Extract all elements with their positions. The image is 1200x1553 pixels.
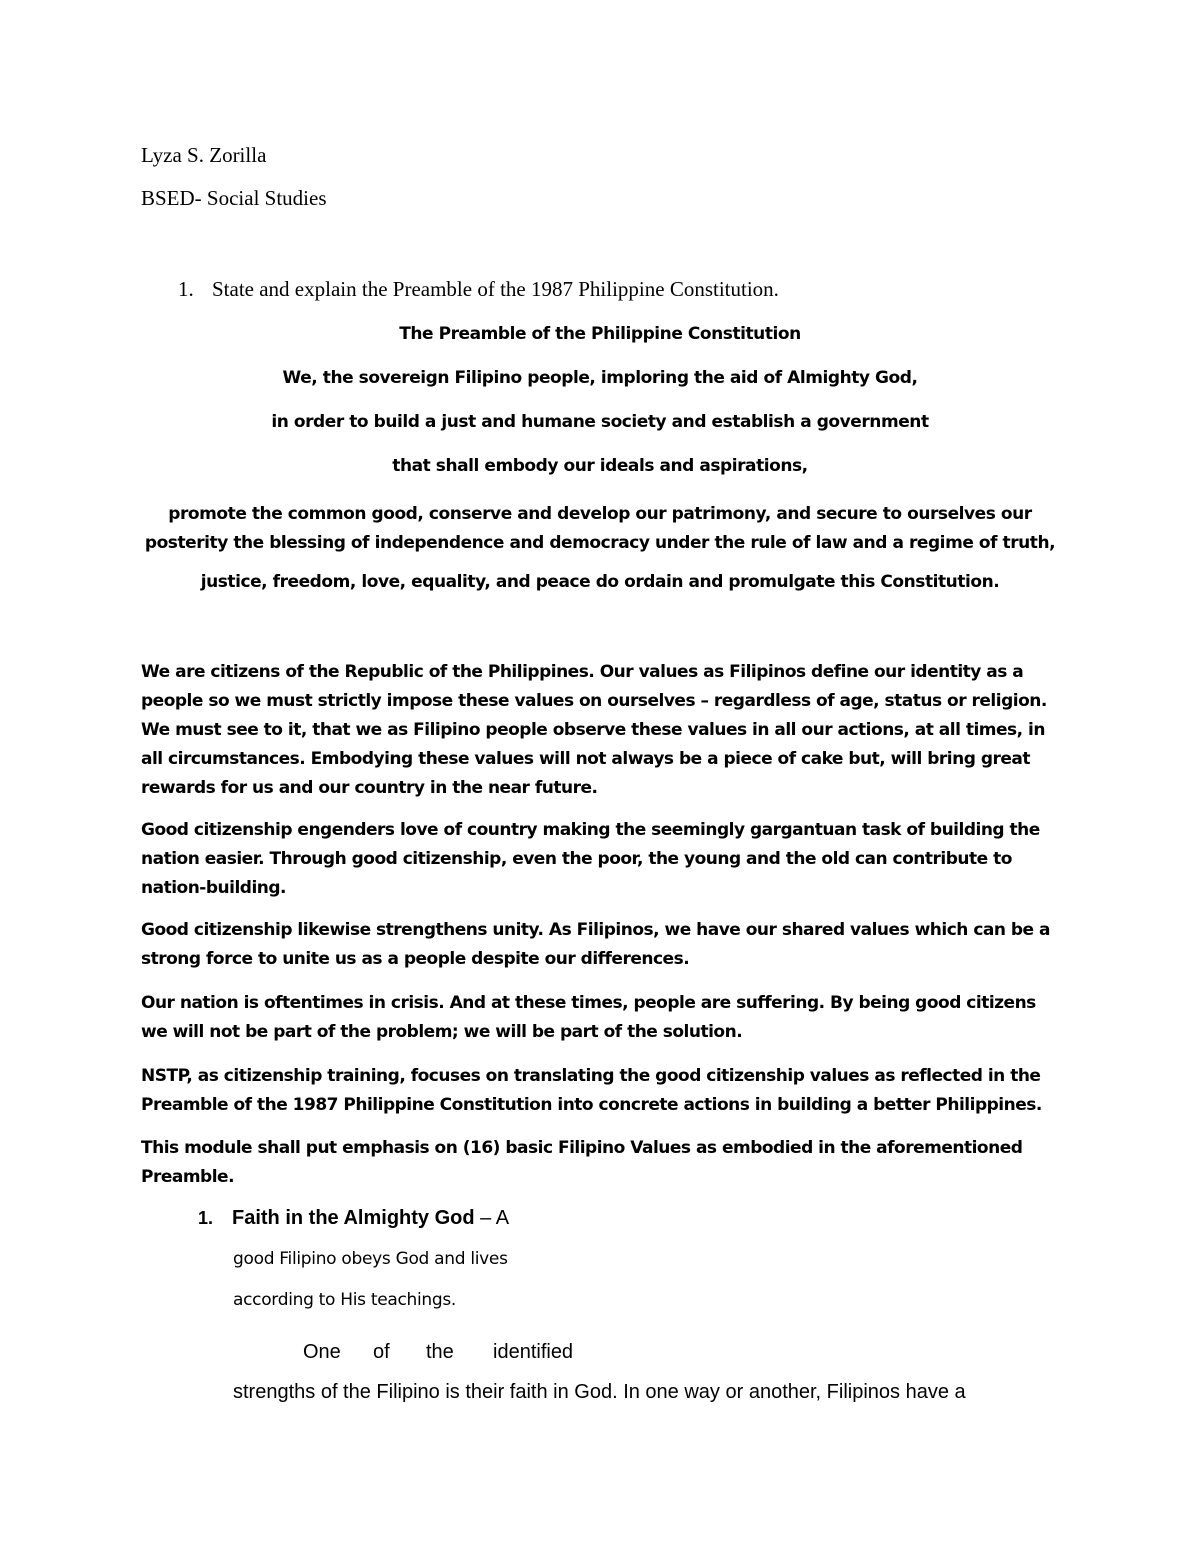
value-item-body-line: strengths of the Filipino is their faith in God. In one way or another, Filipinos have a — [233, 1381, 966, 1403]
value-item-text: good Filipino obeys God and lives — [233, 1249, 508, 1269]
body-paragraph: NSTP, as citizenship training, focuses on translating the good citizenship values as reflected in the Preamble of the 1987 Philippine Constitution into concrete actions in building a better Philippines. — [141, 1066, 1042, 1115]
preamble-line: We, the sovereign Filipino people, imploring the aid of Almighty God, — [282, 368, 918, 388]
preamble-line: that shall embody our ideals and aspirations, — [392, 456, 808, 476]
value-item-dash: – A — [474, 1207, 510, 1229]
value-item-heading — [198, 1207, 509, 1230]
question-text: State and explain the Preamble of the 1987 Philippine Constitution. — [212, 277, 779, 301]
body-paragraph: Our nation is oftentimes in crisis. And at these times, people are suffering. By being good citizens we will not be part of the problem; we will be part of the solution. — [141, 993, 1036, 1042]
justified-word: identified — [493, 1341, 574, 1363]
justified-word: of — [373, 1341, 390, 1363]
preamble-title: The Preamble of the Philippine Constitution — [399, 324, 801, 344]
body-paragraph: We are citizens of the Republic of the Philippines. Our values as Filipinos define our identity as a people so we must strictly impose these values on ourselves – regardless of age, status or religion. We must see to it, that we as Filipino people observe these values in all our actions, at all times, in all circumstances. Embodying these values will not always be a piece of cake but, will bring great rewards for us and our country in the near future. — [141, 662, 1047, 798]
question-item — [178, 277, 1078, 302]
value-item-title: Faith in the Almighty God — [232, 1207, 475, 1229]
question-number: 1. — [178, 277, 194, 301]
justified-word: One — [303, 1341, 341, 1363]
author-name: Lyza S. Zorilla — [141, 143, 267, 167]
value-item-text: according to His teachings. — [233, 1290, 457, 1310]
body-paragraph: Good citizenship engenders love of country making the seemingly gargantuan task of building the nation easier. Through good citizenship, even the poor, the young and the old can contribute to nation-building. — [141, 820, 1040, 898]
body-paragraph: Good citizenship likewise strengthens unity. As Filipinos, we have our shared values which can be a strong force to unite us as a people despite our differences. — [141, 920, 1050, 969]
preamble-line: promote the common good, conserve and develop our patrimony, and secure to ourselves our posterity the blessing of independence and democracy under the rule of law and a regime of truth, — [144, 504, 1056, 553]
course-name: BSED- Social Studies — [141, 186, 327, 210]
justified-word: the — [426, 1341, 454, 1363]
value-item-number: 1. — [198, 1208, 214, 1228]
preamble-line: justice, freedom, love, equality, and peace do ordain and promulgate this Constitution. — [200, 572, 1000, 592]
body-paragraph: This module shall put emphasis on (16) basic Filipino Values as embodied in the aforementioned Preamble. — [141, 1138, 1023, 1187]
preamble-line: in order to build a just and humane society and establish a government — [271, 412, 929, 432]
